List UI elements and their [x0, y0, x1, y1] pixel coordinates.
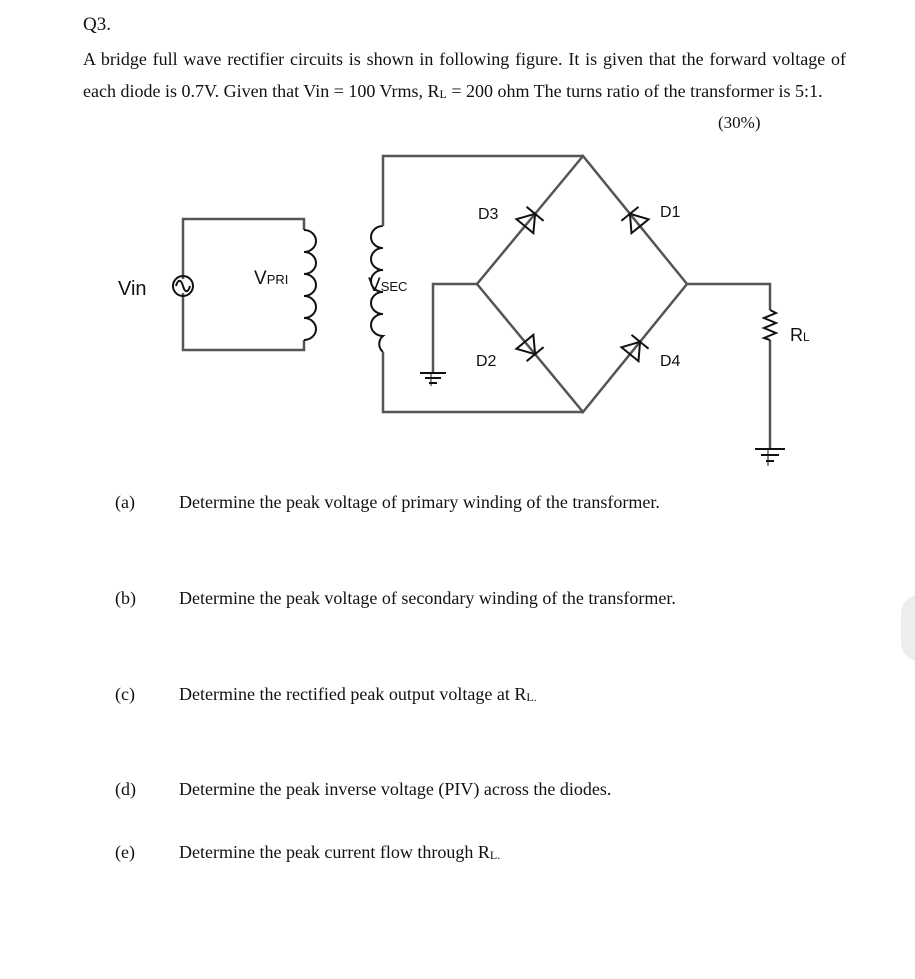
d4-label: D4 — [660, 353, 681, 370]
part-c-label: (c) — [115, 684, 135, 704]
part-e-text-wrap — [179, 842, 500, 863]
vpri-label — [254, 268, 288, 289]
rl-label-sub: L — [803, 330, 810, 344]
part-b-label: (b) — [115, 588, 136, 608]
rl-label-main: R — [790, 325, 803, 345]
vpri-label-sub: PRI — [266, 272, 289, 287]
part-e-subscript: L. — [489, 848, 501, 862]
question-marks: (30%) — [718, 113, 761, 132]
secondary-wires — [380, 156, 583, 412]
side-scroll-handle[interactable] — [901, 595, 915, 661]
left-ground-icon — [420, 373, 446, 386]
part-c-text: Determine the rectified peak output voltage at R — [179, 684, 527, 704]
output-ground-icon — [755, 449, 785, 466]
d1-label: D1 — [660, 204, 681, 221]
question-number: Q3. — [83, 14, 111, 35]
part-a-label: (a) — [115, 492, 135, 512]
left-ground-wire — [433, 284, 477, 372]
part-d-text: Determine the peak inverse voltage (PIV) across the diodes. — [179, 779, 612, 799]
vin-label: Vin — [118, 278, 147, 300]
part-d-label: (d) — [115, 779, 136, 799]
circuit-labels — [118, 204, 810, 370]
vsec-label-main: V — [368, 275, 381, 296]
part-e-label: (e) — [115, 842, 135, 862]
d2-label: D2 — [476, 353, 497, 370]
part-a-text: Determine the peak voltage of primary winding of the transformer. — [179, 492, 660, 512]
rl-subscript: L — [439, 86, 447, 101]
vpri-label-main: V — [254, 268, 267, 289]
d3-label: D3 — [478, 206, 499, 223]
resistor-icon — [764, 310, 776, 340]
question-text-part-2: = 200 ohm The turns ratio of the transformer is 5:1. — [446, 80, 823, 101]
primary-coil-icon — [304, 230, 316, 340]
part-e-text: Determine the peak current flow through R — [179, 842, 490, 862]
output-wire — [687, 284, 770, 448]
part-c-subscript: L. — [526, 690, 537, 704]
bridge-diamond — [477, 156, 687, 412]
vsec-label — [368, 275, 407, 296]
rl-label — [790, 325, 810, 345]
part-c-text-wrap — [179, 684, 537, 705]
part-b-text: Determine the peak voltage of secondary winding of the transformer. — [179, 588, 676, 608]
question-text-part-1: A bridge full wave rectifier circuits is shown in following figure. It is given that the forward voltage of each diode is 0.7V. Given that Vin = 100 Vrms, R — [83, 49, 846, 101]
vsec-label-sub: SEC — [380, 279, 408, 294]
